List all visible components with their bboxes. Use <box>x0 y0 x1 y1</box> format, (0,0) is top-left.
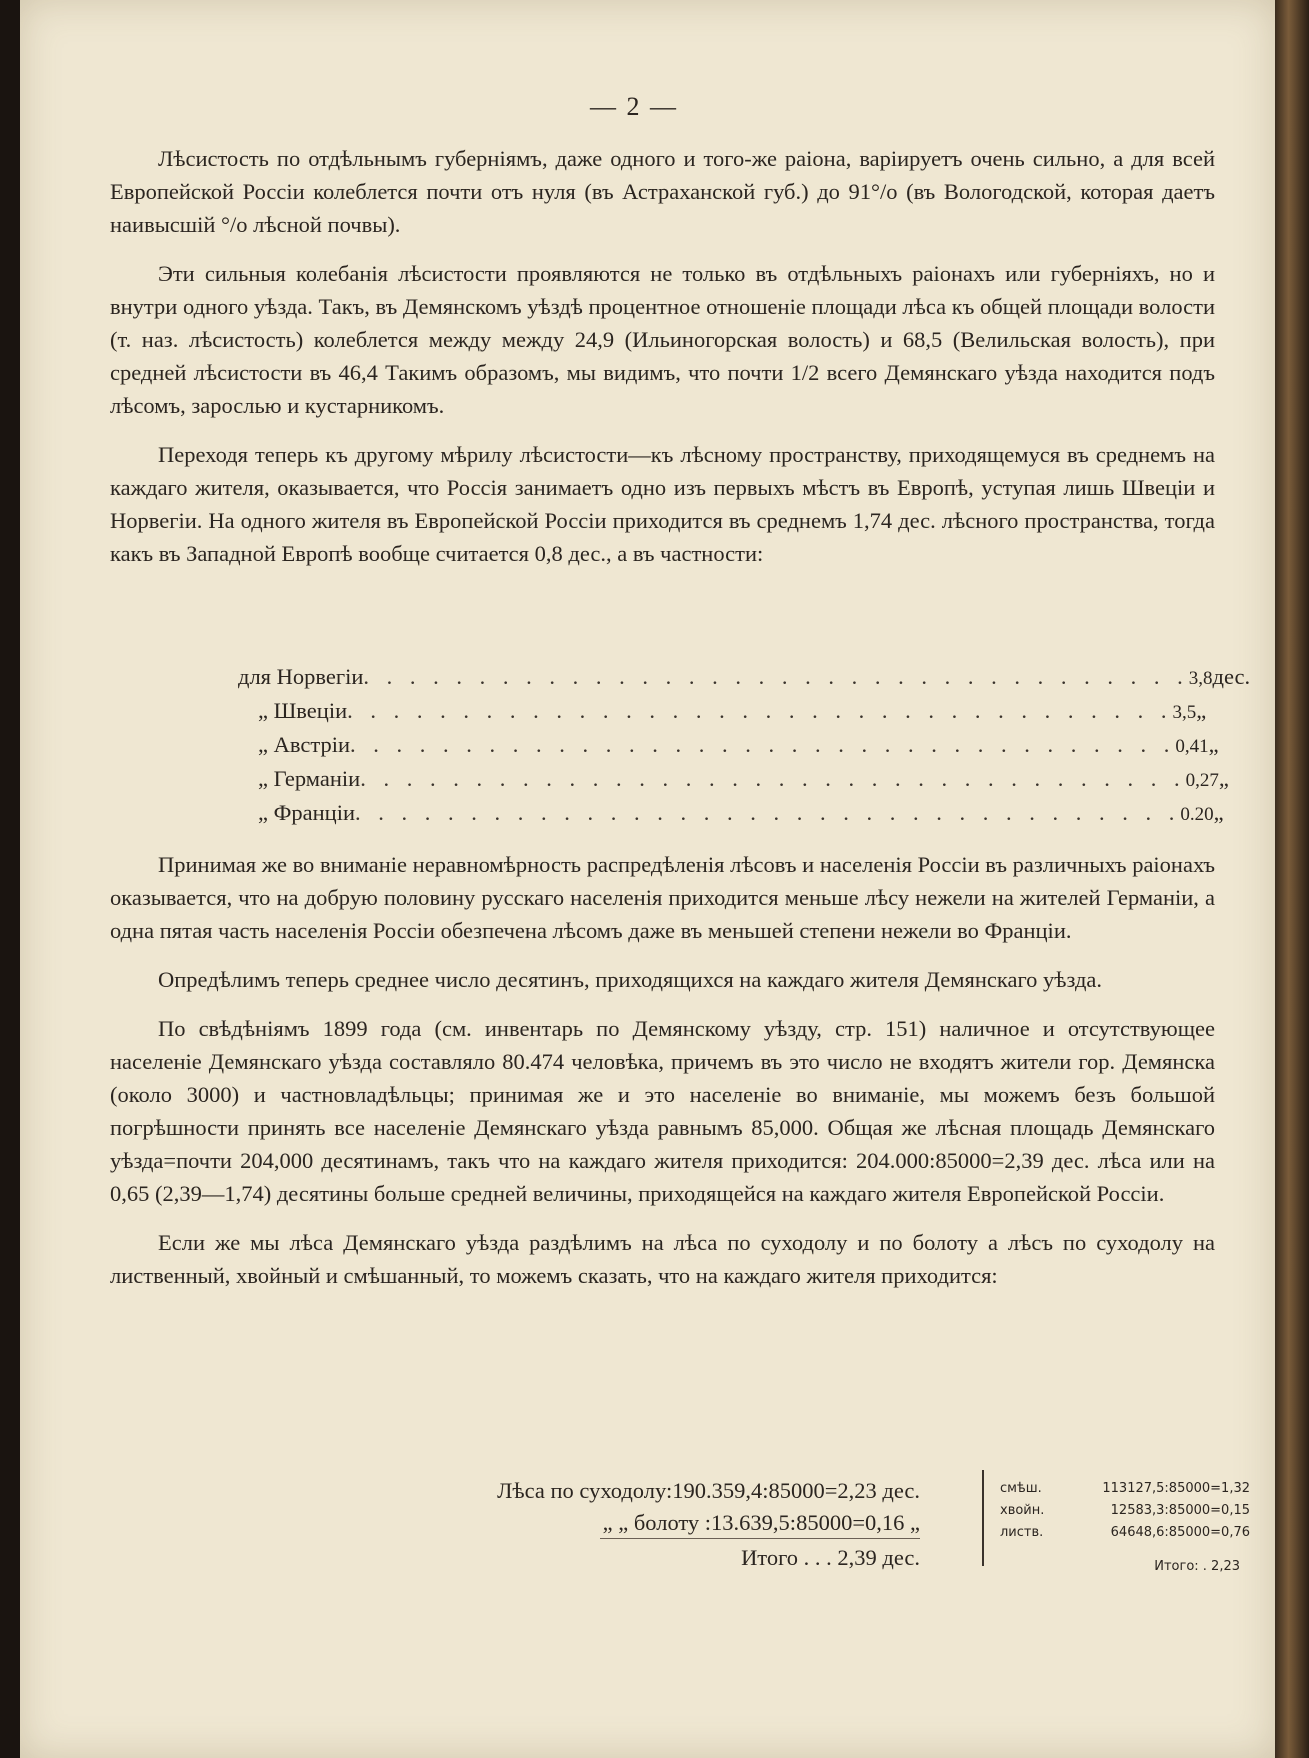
country-value: 0,41 <box>1175 736 1209 757</box>
leader-dots: . . . . . . . . . . . . . . . . . . . . . . . . . . . . . . . . . . . . <box>355 800 1181 825</box>
breakdown-formula: 113127,5:85000=1,32 <box>1102 1481 1250 1496</box>
breakdown-label: смѣш. <box>1000 1481 1042 1496</box>
calc-row-swamp: „ „ болоту :13.639,5:85000=0,16 „ <box>602 1510 920 1535</box>
breakdown-block <box>1000 1478 1250 1578</box>
breakdown-row <box>1000 1500 1250 1522</box>
breakdown-formula: 64648,6:85000=0,76 <box>1110 1525 1250 1540</box>
country-value: 0.20 <box>1180 804 1214 825</box>
breakdown-label: листв. <box>1000 1525 1044 1540</box>
country-unit: „ <box>1213 800 1224 825</box>
country-label: „ Франціи <box>258 800 355 825</box>
country-label: „ Швеціи <box>258 698 348 723</box>
list-item <box>238 762 1229 796</box>
binding-edge <box>1275 0 1309 1758</box>
leader-dots: . . . . . . . . . . . . . . . . . . . . . . . . . . . . . . . . . . . . <box>347 698 1173 723</box>
country-value: 3,5 <box>1172 702 1197 723</box>
breakdown-row <box>1000 1478 1250 1500</box>
text-block-1 <box>110 142 1215 570</box>
calculation-block <box>360 1474 920 1573</box>
divider-bracket <box>982 1470 984 1566</box>
country-unit: „ <box>1208 732 1219 757</box>
paragraph-4: Принимая же во вниманіе неравномѣрность распредѣленія лѣсовъ и населенія Россіи въ различныхъ раіонахъ оказывается, что на добрую половину русскаго населенія приходится меньше лѣсу нежели на жителей Германіи, а одна пятая часть населенія Россіи обезпечена лѣсомъ даже въ меньшей степени нежели во Франціи. <box>110 852 1215 943</box>
paragraph-3: Переходя теперь къ другому мѣрилу лѣсистости—къ лѣсному пространству, приходящемуся въ среднемъ на каждаго жителя, оказывается, что Россія занимаетъ одно изъ первыхъ мѣстъ въ Европѣ, уступая лишь Швеціи и Норвегіи. На одного жителя въ Европейской Россіи приходится въ среднемъ 1,74 дес. лѣсного пространства, тогда какъ въ Западной Европѣ вообще считается 0,8 дес., а въ частности: <box>110 442 1215 566</box>
paragraph-1: Лѣсистость по отдѣльнымъ губерніямъ, даже одного и того-же раіона, варіируетъ очень сильно, а для всей Европейской Россіи колеблется почти отъ нуля (въ Астраханской губ.) до 91°/o (въ Вологодской, которая даетъ наивысшій °/o лѣсной почвы). <box>110 146 1215 237</box>
paragraph-7: Если же мы лѣса Демянскаго уѣзда раздѣлимъ на лѣса по суходолу и по болоту а лѣсъ по суходолу на лиственный, хвойный и смѣшанный, то можемъ сказать, что на каждаго жителя приходится: <box>110 1230 1215 1288</box>
country-value: 3,8 <box>1188 668 1213 689</box>
paragraph-2: Эти сильныя колебанія лѣсистости проявляются не только въ отдѣльныхъ раіонахъ или губерніяхъ, но и внутри одного уѣзда. Такъ, въ Демянскомъ уѣздѣ процентное отношеніе площади лѣса къ общей площади волости (т. наз. лѣсистость) колеблется между между 24,9 (Ильиногорская волость) и 68,5 (Велильская волость), при средней лѣсистости въ 46,4 Такимъ образомъ, мы видимъ, что почти 1/2 всего Демянскаго уѣзда находится подъ лѣсомъ, зарослью и кустарникомъ. <box>110 261 1215 418</box>
calc-total: Итого . . . 2,39 дес. <box>600 1538 920 1573</box>
breakdown-total: Итого: . 2,23 <box>1154 1559 1240 1574</box>
paragraph-5: Опредѣлимъ теперь среднее число десятинъ, приходящихся на каждаго жителя Демянскаго уѣзда. <box>158 967 1103 992</box>
breakdown-row <box>1000 1522 1250 1544</box>
text-block-2 <box>110 848 1215 1292</box>
list-item <box>238 796 1224 830</box>
country-label: для Норвегіи <box>238 664 364 689</box>
paragraph-6: По свѣдѣніямъ 1899 года (см. инвентарь по Демянскому уѣзду, стр. 151) наличное и отсутствующее населеніе Демянскаго уѣзда составляло 80.474 человѣка, причемъ въ это число не входятъ жители гор. Демянска (около 3000) и частновладѣльцы; принимая же и это населеніе во вниманіе, мы можемъ безъ большой погрѣшности принять все населеніе Демянскаго уѣзда равнымъ 85,000. Общая же лѣсная площадь Демянскаго уѣзда=почти 204,000 десятинамъ, такъ что на каждаго жителя приходится: 204.000:85000=2,39 дес. лѣса или на 0,65 (2,39—1,74) десятины больше средней величины, приходящейся на каждаго жителя Европейской Россіи. <box>110 1016 1215 1206</box>
leader-dots: . . . . . . . . . . . . . . . . . . . . . . . . . . . . . . . . . . . . <box>360 766 1186 791</box>
country-label: „ Германіи <box>258 766 361 791</box>
list-item <box>238 728 1219 762</box>
leader-dots: . . . . . . . . . . . . . . . . . . . . . . . . . . . . . . . . . . . . <box>350 732 1176 757</box>
page-number: — 2 — <box>590 92 678 121</box>
list-item <box>238 694 1207 728</box>
country-value: 0,27 <box>1185 770 1219 791</box>
breakdown-label: хвойн. <box>1000 1503 1045 1518</box>
calc-row-dry: Лѣса по суходолу:190.359,4:85000=2,23 дес. <box>497 1478 920 1503</box>
country-label: „ Австріи <box>258 732 350 757</box>
leader-dots: . . . . . . . . . . . . . . . . . . . . . . . . . . . . . . . . . . . . <box>363 664 1189 689</box>
country-unit: „ <box>1196 698 1207 723</box>
country-unit: дес. <box>1212 664 1251 689</box>
country-list <box>238 660 1251 830</box>
breakdown-formula: 12583,3:85000=0,15 <box>1110 1503 1250 1518</box>
country-unit: „ <box>1218 766 1229 791</box>
list-item <box>238 660 1251 694</box>
